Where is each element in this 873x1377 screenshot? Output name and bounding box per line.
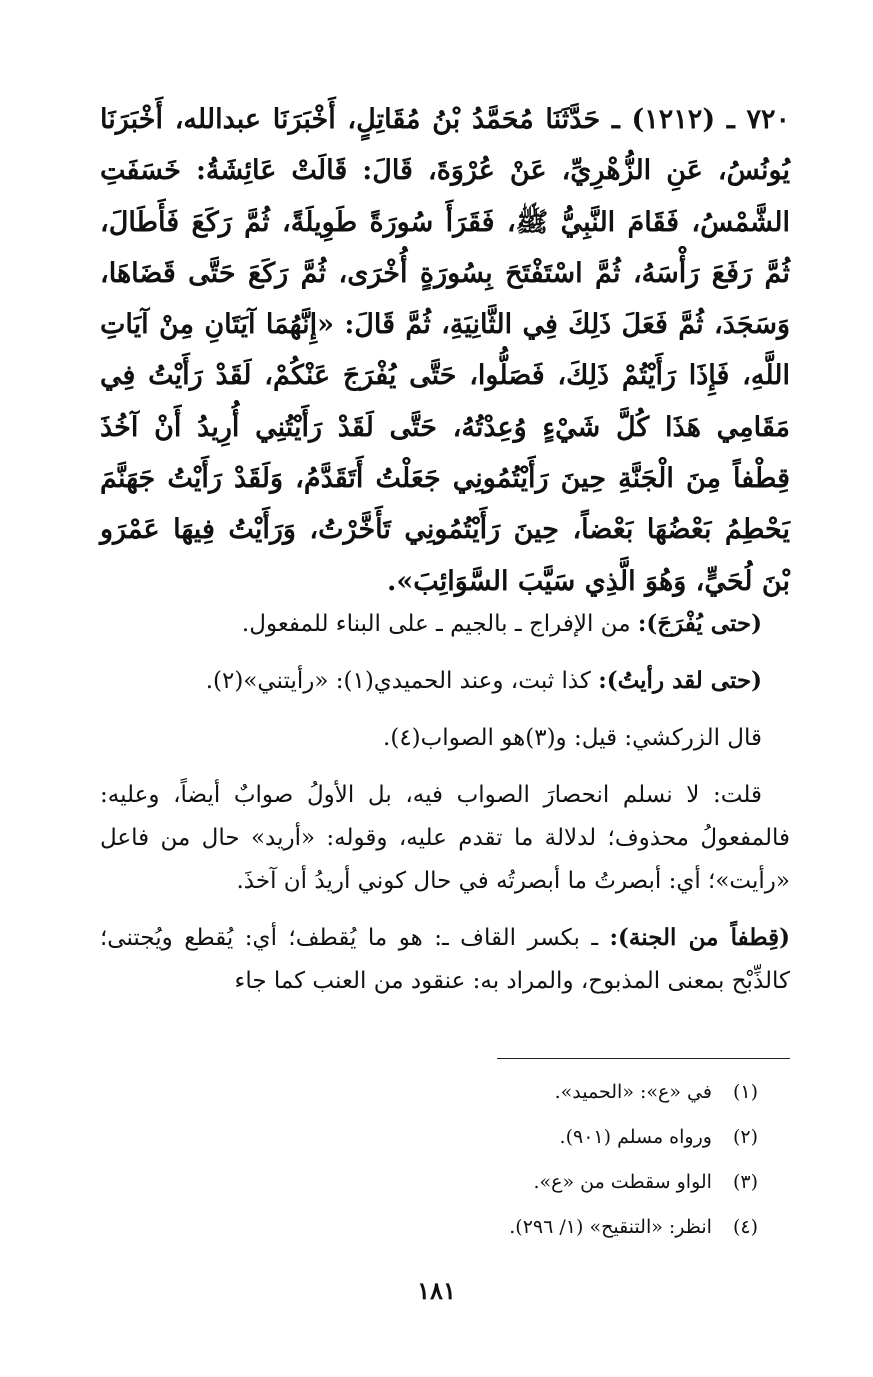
page-number: ١٨١ [417, 1276, 456, 1305]
footnote-4 [100, 1205, 790, 1250]
footnote-number-1: (١) [732, 1081, 758, 1103]
commentary-paragraph-5 [100, 916, 790, 1003]
commentary-lead-1: (حتى يُفْرَجَ): [637, 610, 762, 637]
commentary-body-2: كذا ثبت، وعند الحميدي(١): «رأيتني»(٢). [205, 668, 599, 694]
footnotes [100, 1070, 790, 1250]
footnote-3 [100, 1160, 790, 1205]
commentary-lead-5: (قِطفاً من الجنة): [609, 924, 790, 951]
footnote-2 [100, 1115, 790, 1160]
commentary-body-3: قال الزركشي: قيل: و(٣)هو الصواب(٤). [383, 725, 762, 751]
commentary-lead-2: (حتى لقد رأيتُ): [598, 667, 762, 694]
commentary-body-4: قلت: لا نسلم انحصارَ الصواب فيه، بل الأولُ صوابٌ أيضاً، وعليه: فالمفعولُ محذوف؛ لدلالة ما تقدم عليه، وقوله: «أريد» حال من فاعل «رأيت»؛ أي: أبصرتُ ما أبصرتُه في حال كوني أريدُ أن آخذَ. [100, 782, 790, 894]
commentary [100, 602, 790, 1016]
commentary-paragraph-2 [100, 659, 790, 703]
commentary-paragraph-4 [100, 773, 790, 903]
footnote-number-2: (٢) [732, 1126, 758, 1148]
commentary-paragraph-1 [100, 602, 790, 646]
commentary-body-1: من الإفراج ـ بالجيم ـ على البناء للمفعول. [241, 611, 638, 637]
footnote-1 [100, 1070, 790, 1115]
footnote-text-2: ورواه مسلم (٩٠١). [559, 1126, 712, 1148]
footnote-number-4: (٤) [732, 1216, 758, 1238]
commentary-paragraph-3 [100, 716, 790, 760]
commentary-body-5: ـ بكسر القاف ـ: هو ما يُقطف؛ أي: يُقطع ويُجتنى؛ كالذِّبْح بمعنى المذبوح، والمراد به: عنقود من العنب كما جاء [100, 925, 790, 994]
footnote-divider [497, 1058, 790, 1059]
footnote-text-1: في «ع»: «الحميد». [554, 1081, 712, 1103]
footnote-text-4: انظر: «التنقيح» (١/ ٢٩٦). [509, 1216, 712, 1238]
footnote-number-3: (٣) [732, 1171, 758, 1193]
hadith-text: ٧٢٠ ـ (١٢١٢) ـ حَدَّثَنَا مُحَمَّدُ بْنُ مُقَاتِلٍ، أَخْبَرَنَا عبدالله، أَخْبَرَنَا يُونُسُ، عَنِ الزُّهْرِيِّ، عَنْ عُرْوَةَ، قَالَ: قَالَتْ عَائِشَةُ: خَسَفَتِ الشَّمْسُ، فَقَامَ النَّبِيُّ ﷺ، فَقَرَأَ سُورَةً طَوِيلَةً، ثُمَّ رَكَعَ فَأَطَالَ، ثُمَّ رَفَعَ رَأْسَهُ، ثُمَّ اسْتَفْتَحَ بِسُورَةٍ أُخْرَى، ثُمَّ رَكَعَ حَتَّى قَضَاهَا، وَسَجَدَ، ثُمَّ فَعَلَ ذَلِكَ فِي الثَّانِيَةِ، ثُمَّ قَالَ: «إِنَّهُمَا آيَتَانِ مِنْ آيَاتِ اللَّهِ، فَإِذَا رَأَيْتُمْ ذَلِكَ، فَصَلُّوا، حَتَّى يُفْرَجَ عَنْكُمْ، لَقَدْ رَأَيْتُ فِي مَقَامِي هَذَا كُلَّ شَيْءٍ وُعِدْتُهُ، حَتَّى لَقَدْ رَأَيْتُنِي أُرِيدُ أَنْ آخُذَ قِطْفاً مِنَ الْجَنَّةِ حِينَ رَأَيْتُمُونِي جَعَلْتُ أَتَقَدَّمُ، وَلَقَدْ رَأَيْتُ جَهَنَّمَ يَحْطِمُ بَعْضُهَا بَعْضاً، حِينَ رَأَيْتُمُونِي تَأَخَّرْتُ، وَرَأَيْتُ فِيهَا عَمْرَو بْنَ لُحَيٍّ، وَهُوَ الَّذِي سَيَّبَ السَّوَائِبَ». [100, 104, 790, 597]
footnote-text-3: الواو سقطت من «ع». [533, 1171, 712, 1193]
